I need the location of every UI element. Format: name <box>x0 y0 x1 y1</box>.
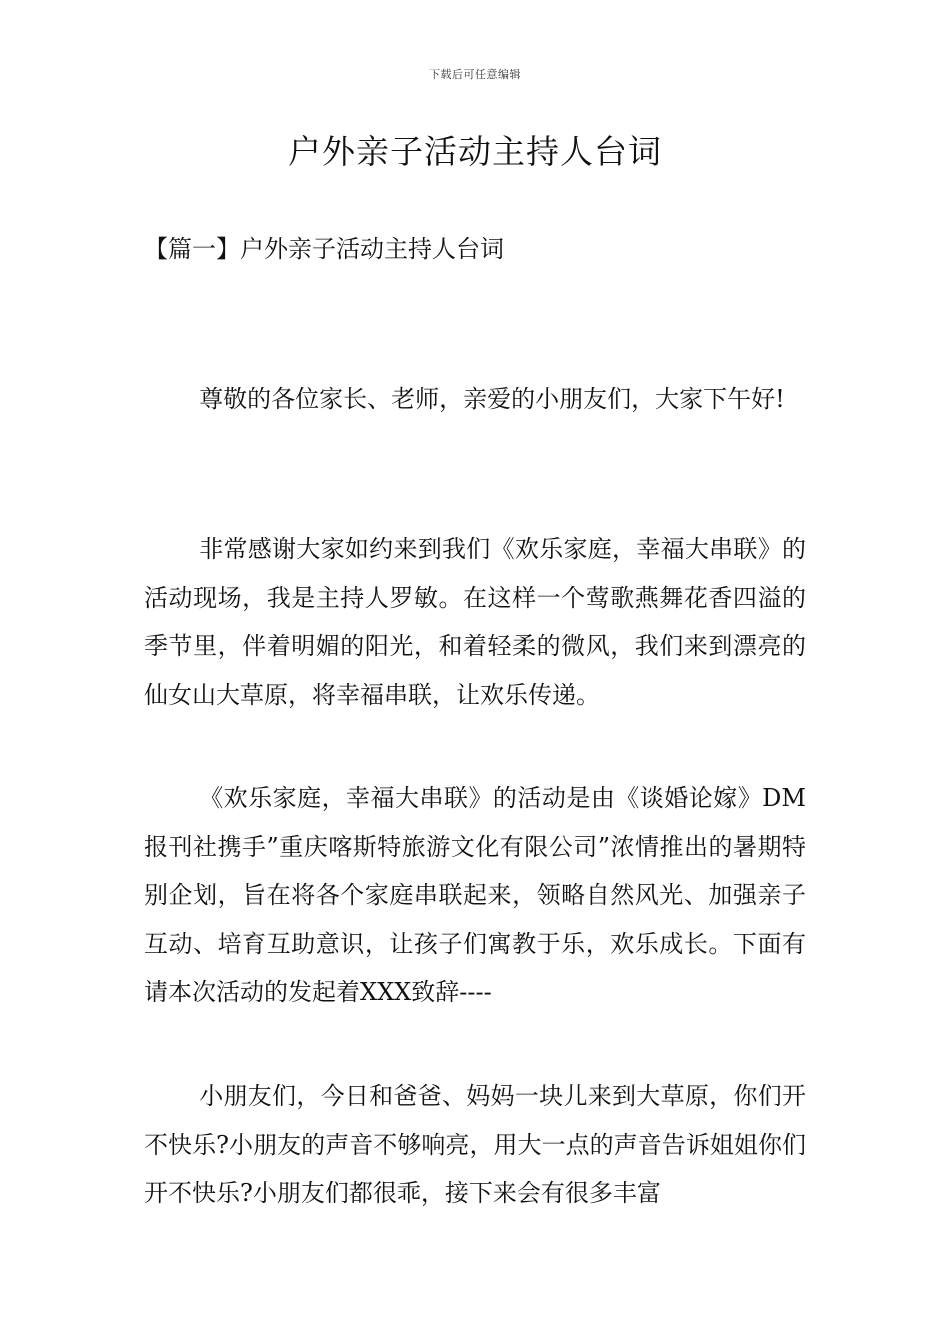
paragraph-welcome: 非常感谢大家如约来到我们《欢乐家庭，幸福大串联》的活动现场，我是主持人罗敏。在这样一个莺歌燕舞花香四溢的季节里，伴着明媚的阳光，和着轻柔的微风，我们来到漂亮的仙女山大草原，将幸福串联，让欢乐传递。 <box>144 535 806 709</box>
paragraph-children: 小朋友们，今日和爸爸、妈妈一块儿来到大草原，你们开不快乐?小朋友的声音不够响亮，用大一点的声音告诉姐姐你们开不快乐?小朋友们都很乖，接下来会有很多丰富 <box>144 1082 806 1207</box>
paragraph-greeting: 尊敬的各位家长、老师，亲爱的小朋友们，大家下午好! <box>199 385 785 413</box>
header-note: 下载后可任意编辑 <box>429 68 521 81</box>
section-heading: 【篇一】户外亲子活动主持人台词 <box>144 235 504 263</box>
document-title: 户外亲子活动主持人台词 <box>288 132 662 171</box>
paragraph-event-intro: 《欢乐家庭，幸福大串联》的活动是由《谈婚论嫁》DM报刊社携手”重庆喀斯特旅游文化有限公司”浓情推出的暑期特别企划，旨在将各个家庭串联起来，领略自然风光、加强亲子互动、培育互助意识，让孩子们寓教于乐，欢乐成长。下面有请本次活动的发起着XXX致辞---- <box>144 784 806 1006</box>
